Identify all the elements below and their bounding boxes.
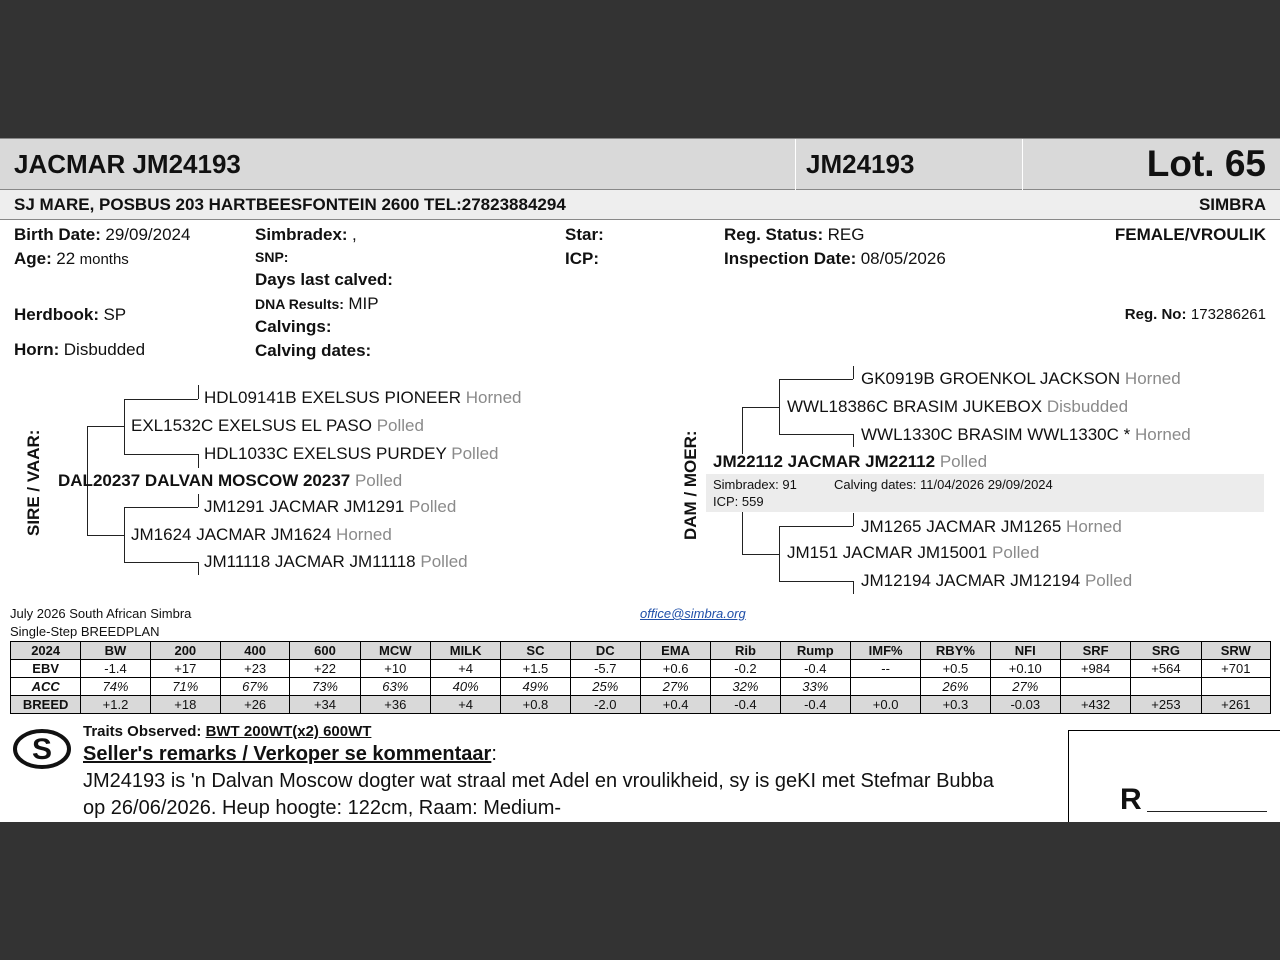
col-header: NFI	[990, 642, 1060, 660]
col-header: MILK	[430, 642, 500, 660]
col-header: EMA	[640, 642, 710, 660]
lot-card	[0, 138, 1280, 822]
reg-status: Reg. Status: REG	[724, 225, 865, 244]
table-cell: +261	[1201, 696, 1270, 714]
table-cell: +0.10	[990, 660, 1060, 678]
table-cell: +984	[1060, 660, 1130, 678]
dam-sire-sire: GK0919B GROENKOL JACKSON Horned	[861, 369, 1181, 388]
table-cell	[1131, 678, 1201, 696]
dam-dam-dam: JM12194 JACMAR JM12194 Polled	[861, 571, 1133, 590]
remarks-title: Seller's remarks / Verkoper se kommentaar:	[83, 743, 497, 765]
table-row	[11, 678, 1271, 696]
table-cell: +36	[360, 696, 430, 714]
calving-dates: Calving dates:	[255, 341, 372, 360]
table-cell: 73%	[290, 678, 360, 696]
simbra-s-logo-icon	[12, 726, 74, 770]
remarks-line2: op 26/06/2026. Heup hoogte: 122cm, Raam: Medium-	[83, 797, 562, 819]
table-cell: -5.7	[570, 660, 640, 678]
sex: FEMALE/VROULIK	[1114, 225, 1266, 244]
days-last-calved: Days last calved:	[255, 270, 393, 289]
price-line	[1147, 811, 1267, 812]
age: Age: 22 months	[14, 249, 129, 268]
table-cell: 49%	[501, 678, 570, 696]
table-cell: 67%	[220, 678, 289, 696]
col-header: SRF	[1060, 642, 1130, 660]
table-cell: +0.4	[640, 696, 710, 714]
table-cell: --	[850, 660, 920, 678]
table-cell: +1.2	[81, 696, 150, 714]
evaluation-line1: July 2026 South African Simbra	[10, 606, 192, 621]
col-header: SC	[501, 642, 570, 660]
sire-side-label: SIRE / VAAR:	[24, 429, 43, 536]
col-header: DC	[570, 642, 640, 660]
table-cell: +701	[1201, 660, 1270, 678]
table-cell: +1.5	[501, 660, 570, 678]
sire-name: DAL20237 DALVAN MOSCOW 20237 Polled	[58, 471, 403, 490]
table-cell	[1060, 678, 1130, 696]
col-header: 400	[220, 642, 289, 660]
sire-dam-sire: JM1291 JACMAR JM1291 Polled	[204, 497, 457, 516]
table-cell: 40%	[430, 678, 500, 696]
col-header: BW	[81, 642, 150, 660]
table-cell	[850, 678, 920, 696]
sire-dam: JM1624 JACMAR JM1624 Horned	[131, 525, 392, 544]
table-cell: +10	[360, 660, 430, 678]
star: Star:	[565, 225, 604, 244]
inspection-date: Inspection Date: 08/05/2026	[724, 249, 946, 268]
animal-name: JACMAR JM24193	[14, 149, 241, 179]
table-cell: +34	[290, 696, 360, 714]
dam-name: JM22112 JACMAR JM22112 Polled	[713, 452, 988, 471]
dam-dam: JM151 JACMAR JM15001 Polled	[787, 543, 1040, 562]
table-cell: +22	[290, 660, 360, 678]
table-row	[11, 696, 1271, 714]
table-cell: +253	[1131, 696, 1201, 714]
owner-info: SJ MARE, POSBUS 203 HARTBEESFONTEIN 2600 TEL:27823884294	[14, 195, 566, 214]
col-header: Rump	[780, 642, 850, 660]
dam-dam-sire: JM1265 JACMAR JM1265 Horned	[861, 517, 1122, 536]
table-cell: 71%	[150, 678, 220, 696]
sire-sire-sire: HDL09141B EXELSUS PIONEER Horned	[204, 388, 522, 407]
col-header: 600	[290, 642, 360, 660]
table-cell: +0.5	[921, 660, 990, 678]
icp: ICP:	[565, 249, 599, 268]
table-cell: +4	[430, 660, 500, 678]
table-cell: +0.0	[850, 696, 920, 714]
table-cell: 25%	[570, 678, 640, 696]
table-cell: +564	[1131, 660, 1201, 678]
col-header: IMF%	[850, 642, 920, 660]
table-cell: +17	[150, 660, 220, 678]
table-cell: 26%	[921, 678, 990, 696]
table-cell: 33%	[780, 678, 850, 696]
table-cell: 74%	[81, 678, 150, 696]
table-cell: +0.6	[640, 660, 710, 678]
snp: SNP:	[255, 249, 289, 265]
table-cell: +0.8	[501, 696, 570, 714]
table-cell: -1.4	[81, 660, 150, 678]
table-cell: +0.3	[921, 696, 990, 714]
table-cell: -2.0	[570, 696, 640, 714]
table-cell: +26	[220, 696, 289, 714]
col-header: 2024	[11, 642, 81, 660]
row-label: BREED	[11, 696, 81, 714]
row-label: EBV	[11, 660, 81, 678]
col-header: 200	[150, 642, 220, 660]
ebv-header-row	[11, 642, 1271, 660]
table-cell: +4	[430, 696, 500, 714]
table-cell: +23	[220, 660, 289, 678]
table-cell: -0.4	[780, 660, 850, 678]
col-header: SRG	[1131, 642, 1201, 660]
svg-text:S: S	[31, 733, 53, 766]
col-header: Rib	[711, 642, 780, 660]
table-cell: -0.2	[711, 660, 780, 678]
table-cell: -0.4	[780, 696, 850, 714]
table-row	[11, 660, 1271, 678]
horn-status: Horn: Disbudded	[14, 340, 146, 359]
sire-sire: EXL1532C EXELSUS EL PASO Polled	[131, 416, 424, 435]
email-link[interactable]: office@simbra.org	[640, 606, 746, 621]
col-header: SRW	[1201, 642, 1270, 660]
owner-bar	[0, 190, 1280, 220]
evaluation-line2: Single-Step BREEDPLAN	[10, 624, 160, 639]
dam-icp: ICP: 559	[713, 494, 764, 509]
dam-sire-dam: WWL1330C BRASIM WWL1330C * Horned	[861, 425, 1191, 444]
lot-number: Lot. 65	[1146, 143, 1266, 184]
table-cell: -0.03	[990, 696, 1060, 714]
table-cell: 32%	[711, 678, 780, 696]
dam-side-label: DAM / MOER:	[681, 430, 700, 540]
herdbook: Herdbook: SP	[14, 305, 127, 324]
dam-sire: WWL18386C BRASIM JUKEBOX Disbudded	[787, 397, 1129, 416]
reg-number: Reg. No: 173286261	[1124, 306, 1266, 323]
dam-simbradex: Simbradex: 91	[713, 477, 797, 492]
col-header: RBY%	[921, 642, 990, 660]
remarks-line1: JM24193 is 'n Dalvan Moscow dogter wat straal met Adel en vroulikheid, sy is geKI met Stefmar Bubba	[83, 770, 994, 792]
sire-sire-dam: HDL1033C EXELSUS PURDEY Polled	[204, 444, 499, 463]
table-cell: 63%	[360, 678, 430, 696]
traits-observed: Traits Observed: BWT 200WT(x2) 600WT	[83, 723, 372, 740]
dam-calving-dates: Calving dates: 11/04/2026 29/09/2024	[834, 477, 1053, 492]
title-bar	[0, 138, 1280, 190]
table-cell	[1201, 678, 1270, 696]
sire-dam-dam: JM11118 JACMAR JM11118 Polled	[204, 552, 468, 571]
dam-info-box	[706, 474, 1264, 512]
animal-id: JM24193	[806, 149, 915, 179]
table-cell: +18	[150, 696, 220, 714]
table-cell: -0.4	[711, 696, 780, 714]
table-cell: +432	[1060, 696, 1130, 714]
birth-date: Birth Date: 29/09/2024	[14, 225, 191, 244]
dna-results: DNA Results: MIP	[255, 294, 379, 313]
row-label: ACC	[11, 678, 81, 696]
price-box[interactable]	[1068, 730, 1280, 822]
ebv-table	[10, 641, 1271, 714]
price-label: R	[1120, 783, 1142, 816]
simbradex: Simbradex: ,	[255, 225, 357, 244]
calvings: Calvings:	[255, 317, 332, 336]
table-cell: 27%	[640, 678, 710, 696]
col-header: MCW	[360, 642, 430, 660]
breed-name: SIMBRA	[1198, 195, 1266, 214]
table-cell: 27%	[990, 678, 1060, 696]
